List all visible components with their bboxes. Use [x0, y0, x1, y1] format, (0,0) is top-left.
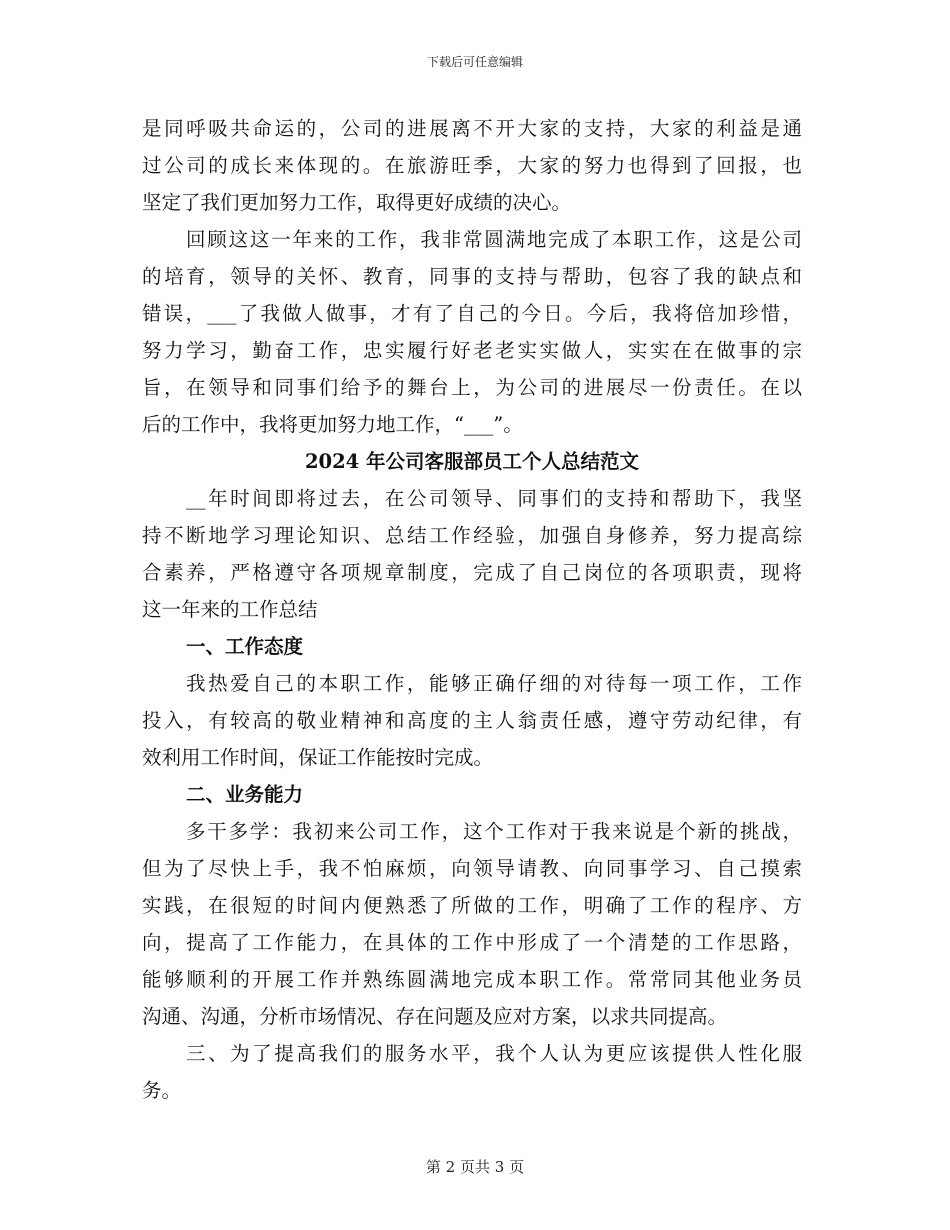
text-line: 效利用工作时间，保证工作能按时完成。 — [142, 746, 494, 769]
paragraph-4 — [142, 665, 802, 776]
page-footer: 第 2 页共 3 页 — [425, 1158, 525, 1176]
text-line: 向，提高了工作能力，在具体的工作中形成了一个清楚的工作思路， — [142, 931, 802, 954]
heading-work-attitude: 一、工作态度 — [186, 635, 304, 658]
heading-business-ability: 二、业务能力 — [186, 783, 304, 806]
text-line: 合素养，严格遵守各项规章制度，完成了自己岗位的各项职责，现将 — [142, 561, 802, 584]
paragraph-3 — [142, 480, 802, 628]
paragraph-1 — [142, 110, 802, 221]
text-line: 能够顺利的开展工作并熟练圆满地完成本职工作。常常同其他业务员 — [142, 968, 802, 991]
paragraph-2 — [142, 221, 802, 443]
paragraph-6 — [142, 1035, 802, 1109]
text-line: 旨，在领导和同事们给予的舞台上，为公司的进展尽一份责任。在以 — [142, 376, 802, 399]
text-line: 坚定了我们更加努力工作，取得更好成绩的决心。 — [142, 191, 572, 214]
text-line: 沟通、沟通，分析市场情况、存在问题及应对方案，以求共同提高。 — [142, 1005, 728, 1028]
text-line: 实践，在很短的时间内便熟悉了所做的工作，明确了工作的程序、方 — [142, 894, 802, 917]
text-line: 的培育，领导的关怀、教育，同事的支持与帮助，包容了我的缺点和 — [142, 265, 802, 288]
text-line: 投入，有较高的敬业精神和高度的主人翁责任感，遵守劳动纪律，有 — [142, 709, 802, 732]
page-header: 下载后可任意编辑 — [426, 55, 523, 69]
text-line: 务。 — [142, 1079, 182, 1102]
document-body — [142, 110, 802, 1109]
text-line: 努力学习，勤奋工作，忠实履行好老老实实做人，实实在在做事的宗 — [142, 339, 802, 362]
text-line: 这一年来的工作总结 — [142, 598, 318, 621]
paragraph-5 — [142, 813, 802, 1035]
section-title: 2024 年公司客服部员工个人总结范文 — [304, 450, 640, 473]
text-line: 错误，___了我做人做事，才有了自己的今日。今后，我将倍加珍惜， — [142, 302, 802, 325]
text-line: 我热爱自己的本职工作，能够正确仔细的对待每一项工作，工作 — [186, 672, 802, 695]
text-line: 持不断地学习理论知识、总结工作经验，加强自身修养，努力提高综 — [142, 524, 802, 547]
text-line: 多干多学：我初来公司工作，这个工作对于我来说是个新的挑战， — [186, 820, 802, 843]
text-line: __年时间即将过去，在公司领导、同事们的支持和帮助下，我坚 — [186, 487, 802, 510]
text-line: 但为了尽快上手，我不怕麻烦，向领导请教、向同事学习、自己摸索 — [142, 857, 802, 880]
text-line: 三、为了提高我们的服务水平，我个人认为更应该提供人性化服 — [186, 1042, 802, 1065]
text-line: 后的工作中，我将更加努力地工作，“___”。 — [142, 413, 523, 436]
text-line: 是同呼吸共命运的，公司的进展离不开大家的支持，大家的利益是通 — [142, 117, 802, 140]
text-line: 过公司的成长来体现的。在旅游旺季，大家的努力也得到了回报，也 — [142, 154, 802, 177]
text-line: 回顾这这一年来的工作，我非常圆满地完成了本职工作，这是公司 — [186, 228, 802, 251]
